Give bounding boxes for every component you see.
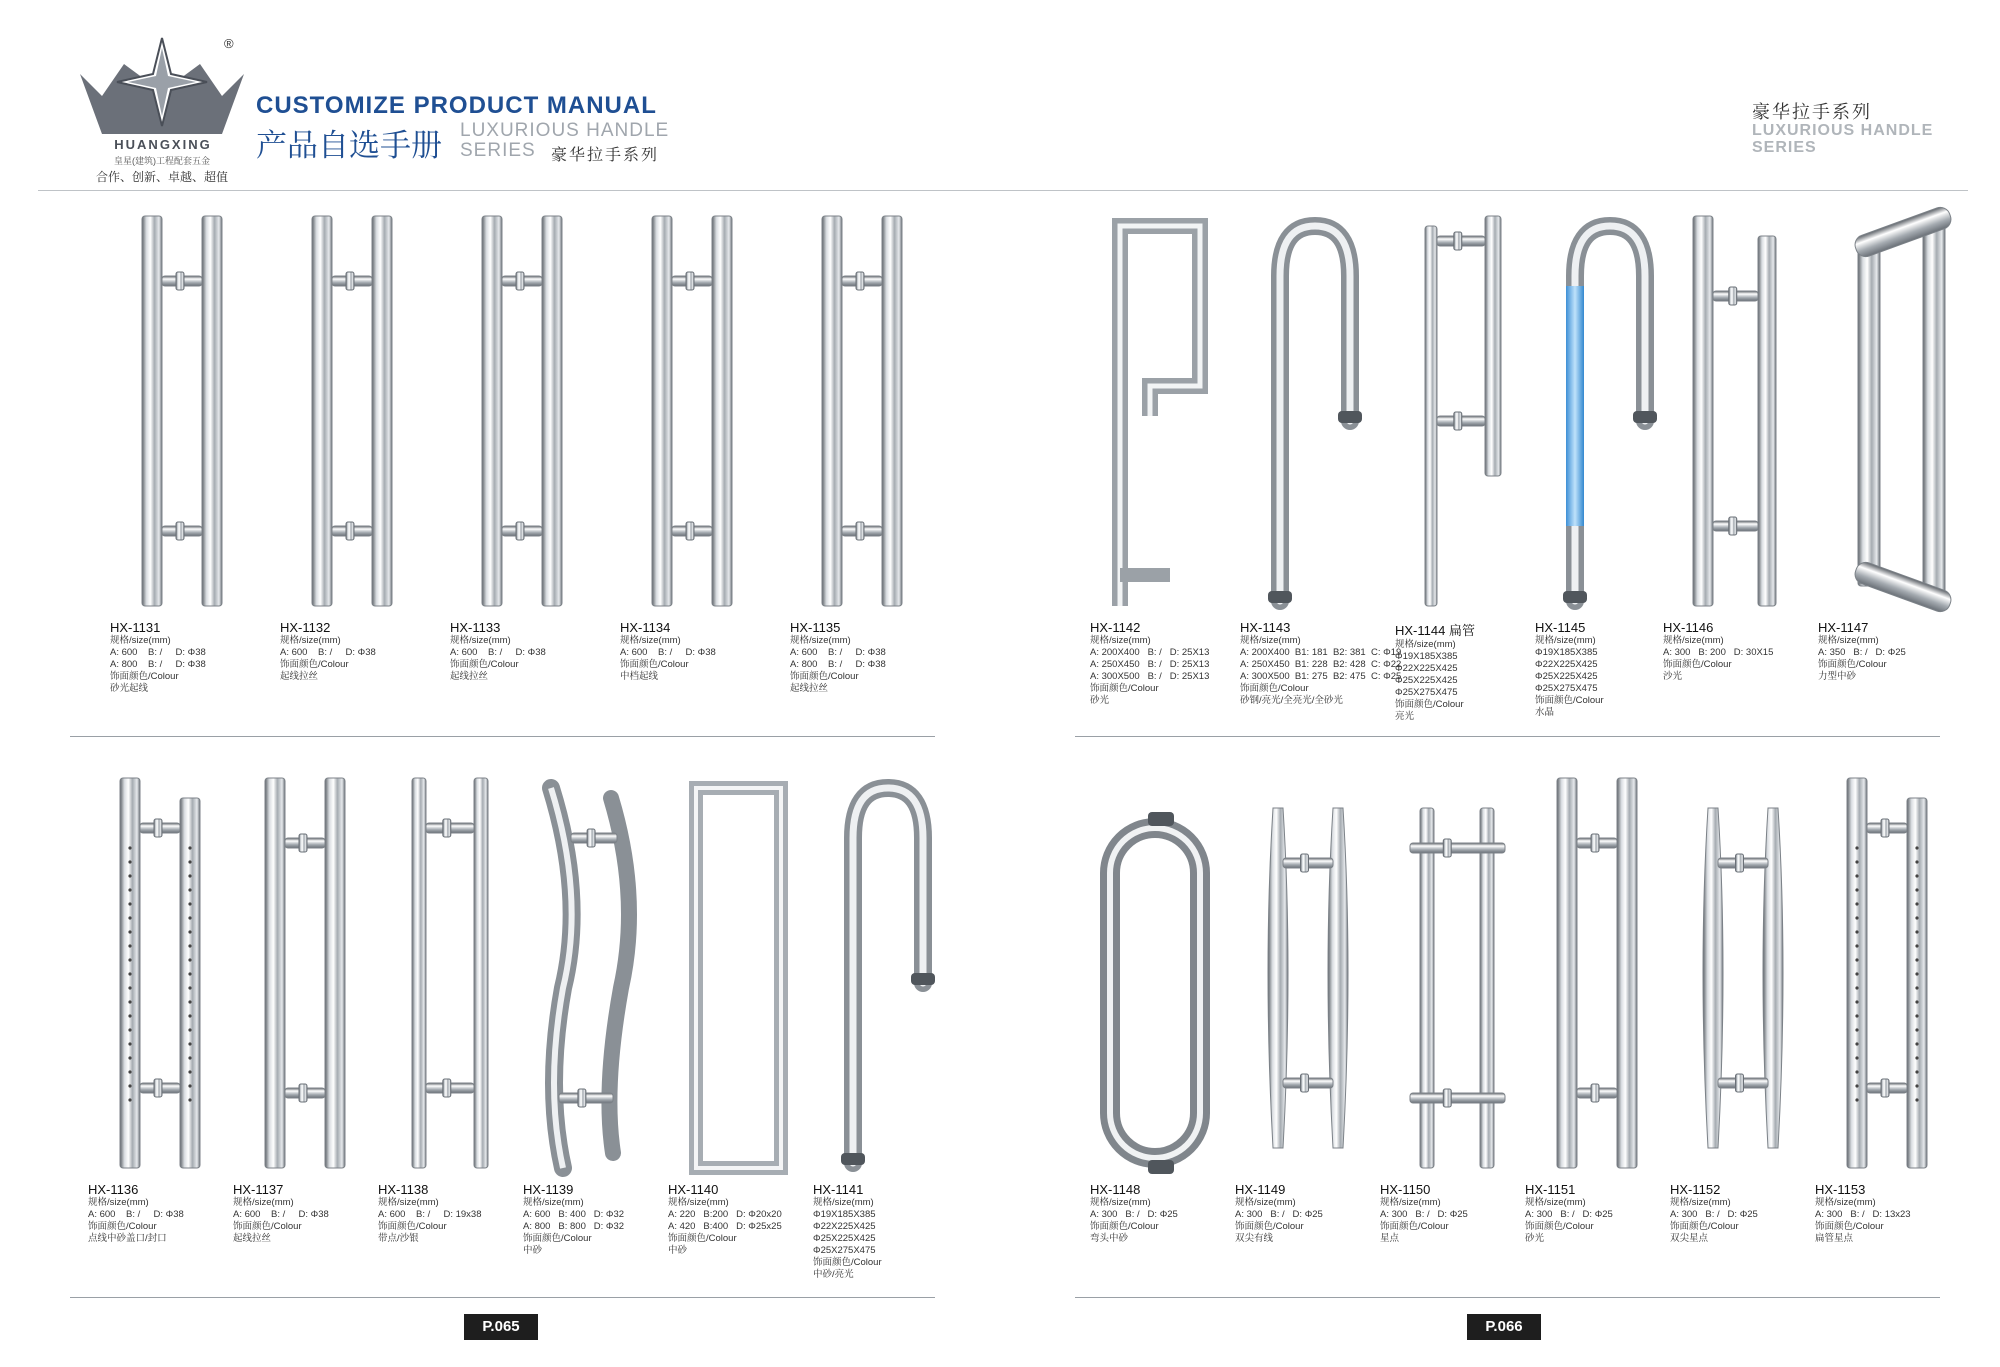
product-image	[1090, 768, 1240, 1178]
product-image	[1380, 768, 1530, 1178]
product-code: HX-1131	[110, 620, 161, 635]
brand-subtitle: 皇星(建筑)工程配套五金	[114, 156, 210, 166]
product-code: HX-1141	[813, 1182, 864, 1197]
door-handle-icon	[233, 768, 383, 1178]
product-spec: 规格/size(mm) A: 220 B:200 D: Φ20x20 A: 420 B:400 D: Φ25x25 饰面颜色/Colour 中砂	[668, 1197, 782, 1256]
product-image	[1815, 768, 1965, 1178]
product-spec: 规格/size(mm) A: 200X400 B: / D: 25X13 A: 250X450 B: / D: 25X13 A: 300X500 B: / D: 25X13 饰面颜色/Colour 砂光	[1090, 635, 1210, 706]
product-card[interactable]	[1663, 206, 1813, 683]
door-handle-icon	[110, 206, 260, 616]
product-spec: 规格/size(mm) A: 300 B: / D: Φ25 饰面颜色/Colour 砂光	[1525, 1197, 1613, 1244]
product-card[interactable]	[110, 206, 260, 695]
product-spec: 规格/size(mm) Φ19X185X385 Φ22X225X425 Φ25X225X425 Φ25X275X475 饰面颜色/Colour 水晶	[1535, 635, 1604, 718]
product-code: HX-1145	[1535, 620, 1586, 635]
product-image	[1395, 206, 1545, 616]
door-handle-icon	[1235, 768, 1385, 1178]
product-card[interactable]	[280, 206, 430, 683]
product-image	[1670, 768, 1820, 1178]
product-spec: 规格/size(mm) A: 350 B: / D: Φ25 饰面颜色/Colour 力型中砂	[1818, 635, 1906, 682]
door-handle-icon	[1815, 768, 1965, 1178]
product-code: HX-1149	[1235, 1182, 1286, 1197]
page-number-right: P.066	[1467, 1314, 1541, 1340]
door-handle-icon	[1380, 768, 1530, 1178]
product-code: HX-1148	[1090, 1182, 1141, 1197]
product-card[interactable]	[1090, 206, 1240, 707]
product-image	[620, 206, 770, 616]
product-card[interactable]	[1395, 206, 1545, 723]
door-handle-icon	[813, 768, 963, 1178]
product-spec: 规格/size(mm) A: 600 B: / D: Φ38 饰面颜色/Colour 起线拉丝	[450, 635, 546, 682]
series-title-cn: 豪华拉手系列	[551, 147, 660, 164]
catalog-title-en: CUSTOMIZE PRODUCT MANUAL	[256, 92, 657, 119]
row-divider	[1075, 736, 1940, 737]
product-code: HX-1150	[1380, 1182, 1431, 1197]
product-code: HX-1144 扁管	[1395, 623, 1475, 638]
product-card[interactable]	[88, 768, 238, 1245]
product-spec: 规格/size(mm) A: 600 B: / D: Φ38 A: 800 B: / D: Φ38 饰面颜色/Colour 起线拉丝	[790, 635, 886, 694]
product-code: HX-1151	[1525, 1182, 1576, 1197]
product-code: HX-1138	[378, 1182, 429, 1197]
row-divider	[70, 1297, 935, 1298]
brand-name: HUANGXING	[114, 137, 212, 152]
product-image	[450, 206, 600, 616]
product-card[interactable]	[668, 768, 818, 1257]
product-spec: 规格/size(mm) A: 300 B: 200 D: 30X15 饰面颜色/Colour 沙光	[1663, 635, 1774, 682]
product-code: HX-1135	[790, 620, 841, 635]
product-spec: 规格/size(mm) A: 300 B: / D: 13x23 饰面颜色/Colour 扁管星点	[1815, 1197, 1911, 1244]
product-card[interactable]	[1090, 768, 1240, 1245]
product-image	[1090, 206, 1240, 616]
door-handle-icon	[523, 768, 673, 1178]
door-handle-icon	[1663, 206, 1813, 616]
series-title-en-2: SERIES	[460, 140, 536, 161]
product-image	[88, 768, 238, 1178]
door-handle-icon	[620, 206, 770, 616]
product-code: HX-1143	[1240, 620, 1291, 635]
product-code: HX-1137	[233, 1182, 284, 1197]
product-code: HX-1132	[280, 620, 331, 635]
series-title-en: LUXURIOUS HANDLE	[460, 120, 670, 141]
product-spec: 规格/size(mm) A: 300 B: / D: Φ25 饰面颜色/Colour 双尖星点	[1670, 1197, 1758, 1244]
product-code: HX-1140	[668, 1182, 719, 1197]
door-handle-icon	[1240, 206, 1390, 616]
product-code: HX-1142	[1090, 620, 1141, 635]
product-card[interactable]	[1240, 206, 1402, 707]
door-handle-icon	[378, 768, 528, 1178]
product-spec: 规格/size(mm) Φ19X185X385 Φ22X225X425 Φ25X225X425 Φ25X275X475 饰面颜色/Colour 亮光	[1395, 639, 1464, 722]
brand-logo	[72, 34, 252, 184]
page-number-left: P.065	[464, 1314, 538, 1340]
product-card[interactable]	[233, 768, 383, 1245]
product-spec: 规格/size(mm) A: 600 B: / D: Φ38 A: 800 B: / D: Φ38 饰面颜色/Colour 砂光起线	[110, 635, 206, 694]
product-spec: 规格/size(mm) A: 600 B: / D: 19x38 饰面颜色/Colour 带点/沙银	[378, 1197, 482, 1244]
product-card[interactable]	[1525, 768, 1675, 1245]
product-image	[790, 206, 940, 616]
right-series-title-en-2: SERIES	[1752, 139, 1817, 156]
door-handle-icon	[450, 206, 600, 616]
product-image	[1235, 768, 1385, 1178]
product-image	[523, 768, 673, 1178]
product-image	[233, 768, 383, 1178]
product-spec: 规格/size(mm) A: 600 B: 400 D: Φ32 A: 800 B: 800 D: Φ32 饰面颜色/Colour 中砂	[523, 1197, 625, 1256]
product-image	[1818, 206, 1968, 616]
door-handle-icon	[1090, 206, 1240, 616]
product-code: HX-1133	[450, 620, 501, 635]
product-code: HX-1134	[620, 620, 671, 635]
product-card[interactable]	[450, 206, 600, 683]
product-spec: 规格/size(mm) A: 600 B: / D: Φ38 饰面颜色/Colour 点线中砂盖口/封口	[88, 1197, 184, 1244]
product-spec: 规格/size(mm) Φ19X185X385 Φ22X225X425 Φ25X225X425 Φ25X275X475 饰面颜色/Colour 中砂/亮光	[813, 1197, 882, 1280]
door-handle-icon	[88, 768, 238, 1178]
product-spec: 规格/size(mm) A: 300 B: / D: Φ25 饰面颜色/Colour 星点	[1380, 1197, 1468, 1244]
product-image	[1240, 206, 1390, 616]
product-card[interactable]	[813, 768, 963, 1281]
product-code: HX-1146	[1663, 620, 1714, 635]
right-series-title-cn: 豪华拉手系列	[1752, 102, 1872, 122]
product-code: HX-1147	[1818, 620, 1869, 635]
door-handle-icon	[280, 206, 430, 616]
door-handle-icon	[1525, 768, 1675, 1178]
product-card[interactable]	[1380, 768, 1530, 1245]
door-handle-icon	[1670, 768, 1820, 1178]
brand-motto: 合作、创新、卓越、超值	[95, 170, 228, 184]
product-card[interactable]	[620, 206, 770, 683]
product-spec: 规格/size(mm) A: 600 B: / D: Φ38 饰面颜色/Colour 起线拉丝	[280, 635, 376, 682]
product-spec: 规格/size(mm) A: 600 B: / D: Φ38 饰面颜色/Colour 中档起线	[620, 635, 716, 682]
door-handle-icon	[1090, 768, 1240, 1178]
product-spec: 规格/size(mm) A: 300 B: / D: Φ25 饰面颜色/Colour 双尖有线	[1235, 1197, 1323, 1244]
product-image	[378, 768, 528, 1178]
row-divider	[70, 736, 935, 737]
product-card[interactable]	[790, 206, 940, 695]
product-spec: 规格/size(mm) A: 200X400 B1: 181 B2: 381 C: Φ19 A: 250X450 B1: 228 B2: 428 C: Φ22 A: 300X500 B1: 275 B2: 475 C: Φ25 饰面颜色/Colour 砂钢/亮光/全亮光/全砂光	[1240, 635, 1402, 706]
row-divider	[1075, 1297, 1940, 1298]
product-spec: 规格/size(mm) A: 600 B: / D: Φ38 饰面颜色/Colour 起线拉丝	[233, 1197, 329, 1244]
door-handle-icon	[1818, 206, 1968, 616]
header-divider	[38, 190, 1968, 191]
right-series-title-en: LUXURIOUS HANDLE	[1752, 122, 1934, 139]
catalog-title-cn: 产品自选手册	[256, 128, 442, 163]
registered-mark: ®	[224, 36, 234, 51]
product-card[interactable]	[1815, 768, 1965, 1245]
product-code: HX-1136	[88, 1182, 139, 1197]
product-image	[280, 206, 430, 616]
product-image	[110, 206, 260, 616]
product-code: HX-1139	[523, 1182, 574, 1197]
product-card[interactable]	[523, 768, 673, 1257]
product-card[interactable]	[1818, 206, 1968, 683]
product-image	[813, 768, 963, 1178]
product-code: HX-1153	[1815, 1182, 1866, 1197]
door-handle-icon	[790, 206, 940, 616]
product-spec: 规格/size(mm) A: 300 B: / D: Φ25 饰面颜色/Colour 弯头中砂	[1090, 1197, 1178, 1244]
product-card[interactable]	[378, 768, 528, 1245]
door-handle-icon	[668, 768, 818, 1178]
product-card[interactable]	[1235, 768, 1385, 1245]
door-handle-icon	[1395, 206, 1545, 616]
product-image	[1663, 206, 1813, 616]
product-image	[1525, 768, 1675, 1178]
product-code: HX-1152	[1670, 1182, 1721, 1197]
product-image	[668, 768, 818, 1178]
product-card[interactable]	[1670, 768, 1820, 1245]
